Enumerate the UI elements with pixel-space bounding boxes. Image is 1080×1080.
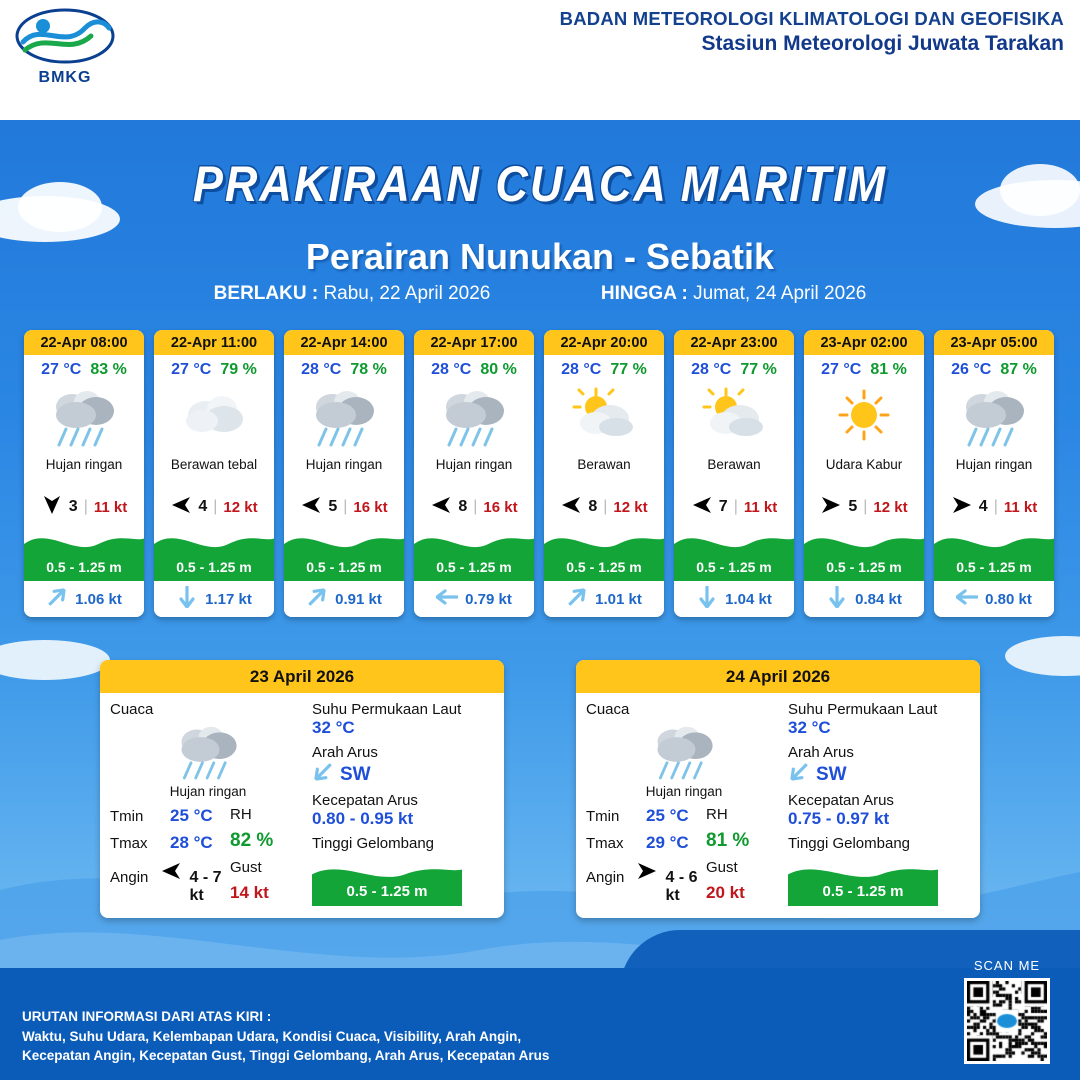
hourly-visibility: 7 — [718, 498, 728, 515]
wind-direction-arrow-icon — [41, 494, 63, 521]
daily-panel — [576, 660, 980, 918]
rain-icon — [24, 381, 144, 455]
current-direction-arrow-icon — [176, 586, 198, 613]
wind-direction-arrow-icon — [691, 494, 713, 521]
hourly-current — [934, 581, 1054, 617]
current-direction-arrow-icon — [312, 761, 334, 788]
hourly-card — [934, 330, 1054, 617]
hourly-card — [544, 330, 664, 617]
hourly-wave — [934, 525, 1054, 581]
hourly-wave — [24, 525, 144, 581]
hourly-visibility: 4 — [978, 498, 988, 515]
cloudy-icon — [154, 381, 274, 455]
daily-forecast-list — [100, 660, 980, 918]
hourly-wind-speed: 11 kt — [743, 498, 778, 516]
hourly-wave-height: 0.5 - 1.25 m — [176, 559, 252, 575]
hourly-card — [24, 330, 144, 617]
header-line-1: BADAN METEOROLOGI KLIMATOLOGI DAN GEOFISIKA — [559, 8, 1064, 29]
daily-tmax: 28 °C — [170, 833, 213, 852]
hourly-humidity: 77 % — [740, 361, 777, 378]
validity-block — [0, 283, 1080, 305]
sun-haze-icon — [804, 381, 924, 455]
hourly-card — [154, 330, 274, 617]
daily-kec-arus-label: Kecepatan Arus — [312, 792, 418, 809]
partly-cloudy-icon — [544, 381, 664, 455]
hourly-wind-speed: 16 kt — [353, 498, 388, 516]
daily-kec-arus-label: Kecepatan Arus — [788, 792, 894, 809]
page-title: PRAKIRAAN CUACA MARITIM — [192, 154, 888, 212]
hourly-current-speed: 0.80 kt — [985, 590, 1032, 608]
validity-to-label: HINGGA : — [600, 283, 688, 304]
legend-block — [22, 1007, 549, 1066]
daily-rh: 82 % — [230, 830, 274, 851]
current-direction-arrow-icon — [436, 586, 458, 613]
hourly-wave-height: 0.5 - 1.25 m — [46, 559, 122, 575]
scan-me-block — [964, 958, 1050, 1064]
validity-to-value: Jumat, 24 April 2026 — [693, 283, 867, 304]
divider: | — [733, 498, 738, 515]
header-wave-divider — [0, 40, 1080, 160]
hourly-wind — [674, 489, 794, 525]
daily-gust-label: Gust — [706, 859, 738, 876]
hourly-wind — [804, 489, 924, 525]
hourly-time: 22-Apr 23:00 — [674, 330, 794, 355]
hourly-wave — [414, 525, 534, 581]
hourly-wind-speed: 12 kt — [223, 498, 258, 516]
divider: | — [863, 498, 868, 515]
hourly-current-speed: 0.79 kt — [465, 590, 512, 608]
hourly-time: 22-Apr 08:00 — [24, 330, 144, 355]
daily-tmin-label: Tmin — [586, 808, 620, 825]
wind-direction-arrow-icon — [160, 860, 182, 887]
hourly-temperature: 28 °C — [691, 361, 732, 378]
daily-rh: 81 % — [706, 830, 750, 851]
daily-tmin-label: Tmin — [110, 808, 144, 825]
hourly-current — [154, 581, 274, 617]
legend-line-2: Waktu, Suhu Udara, Kelembapan Udara, Kondisi Cuaca, Visibility, Arah Angin, — [22, 1028, 522, 1044]
hourly-visibility: 4 — [198, 498, 208, 515]
current-direction-arrow-icon — [826, 586, 848, 613]
daily-tmin: 25 °C — [646, 806, 689, 825]
scan-me-label: SCAN ME — [973, 958, 1041, 973]
daily-tmax-label: Tmax — [110, 835, 148, 852]
partly-cloudy-icon — [674, 381, 794, 455]
daily-rh-label: RH — [230, 806, 252, 823]
daily-angin: 4 - 6 kt — [665, 869, 698, 904]
hourly-wind — [934, 489, 1054, 525]
hourly-wave — [154, 525, 274, 581]
hourly-wind-speed: 12 kt — [613, 498, 648, 516]
hourly-visibility: 5 — [848, 498, 858, 515]
hourly-humidity: 87 % — [1000, 361, 1037, 378]
daily-cuaca-label: Cuaca — [586, 701, 630, 718]
hourly-card — [804, 330, 924, 617]
daily-tmin: 25 °C — [170, 806, 213, 825]
hourly-wind-speed: 11 kt — [93, 498, 128, 516]
hourly-time: 23-Apr 05:00 — [934, 330, 1054, 355]
hourly-current — [24, 581, 144, 617]
daily-angin-label: Angin — [586, 869, 625, 886]
daily-date: 24 April 2026 — [576, 660, 980, 693]
hourly-current — [674, 581, 794, 617]
hourly-card — [414, 330, 534, 617]
divider: | — [993, 498, 998, 515]
hourly-wind-speed: 16 kt — [483, 498, 518, 516]
title-block — [0, 154, 1080, 278]
header-agency — [560, 8, 1064, 56]
hourly-current-speed: 1.17 kt — [205, 590, 252, 608]
hourly-wave — [284, 525, 404, 581]
hourly-condition: Berawan — [707, 457, 761, 472]
hourly-time: 22-Apr 11:00 — [154, 330, 274, 355]
rain-icon — [414, 381, 534, 455]
hourly-current — [284, 581, 404, 617]
hourly-wind — [284, 489, 404, 525]
wind-direction-arrow-icon — [951, 494, 973, 521]
hourly-visibility: 3 — [68, 498, 78, 515]
hourly-wind — [414, 489, 534, 525]
daily-gelombang: 0.5 - 1.25 m — [822, 883, 904, 900]
hourly-time: 23-Apr 02:00 — [804, 330, 924, 355]
hourly-condition: Hujan ringan — [305, 457, 383, 472]
divider: | — [83, 498, 88, 515]
hourly-card — [284, 330, 404, 617]
hourly-current — [804, 581, 924, 617]
daily-kec-arus: 0.80 - 0.95 kt — [312, 809, 414, 828]
wind-direction-arrow-icon — [560, 494, 582, 521]
hourly-wave-height: 0.5 - 1.25 m — [826, 559, 902, 575]
daily-wave — [312, 858, 462, 906]
hourly-temperature: 27 °C — [41, 361, 82, 378]
hourly-wave — [804, 525, 924, 581]
hourly-time: 22-Apr 14:00 — [284, 330, 404, 355]
hourly-humidity: 79 % — [220, 361, 257, 378]
daily-tmax: 29 °C — [646, 833, 689, 852]
hourly-humidity: 81 % — [870, 361, 907, 378]
daily-condition: Hujan ringan — [645, 784, 723, 799]
hourly-wind — [154, 489, 274, 525]
daily-gust: 20 kt — [706, 883, 745, 902]
hourly-current-speed: 0.91 kt — [335, 590, 382, 608]
hourly-current-speed: 0.84 kt — [855, 590, 902, 608]
bmkg-logo-text: BMKG — [38, 69, 92, 86]
daily-gelombang: 0.5 - 1.25 m — [346, 883, 428, 900]
hourly-current-speed: 1.01 kt — [595, 590, 642, 608]
daily-sst-label: Suhu Permukaan Laut — [312, 701, 462, 718]
hourly-temperature: 27 °C — [821, 361, 862, 378]
daily-rh-label: RH — [706, 806, 728, 823]
hourly-current-speed: 1.04 kt — [725, 590, 772, 608]
hourly-wind-speed: 12 kt — [873, 498, 908, 516]
legend-line-3: Kecepatan Angin, Kecepatan Gust, Tinggi Gelombang, Arah Arus, Kecepatan Arus — [22, 1048, 550, 1064]
rain-icon — [284, 381, 404, 455]
divider: | — [213, 498, 218, 515]
hourly-visibility: 8 — [458, 498, 468, 515]
hourly-condition: Hujan ringan — [435, 457, 513, 472]
hourly-wind — [544, 489, 664, 525]
hourly-condition: Udara Kabur — [825, 457, 903, 472]
daily-arah-arus: SW — [340, 763, 371, 785]
hourly-visibility: 5 — [328, 498, 338, 515]
daily-condition: Hujan ringan — [169, 784, 247, 799]
rain-icon — [934, 381, 1054, 455]
daily-angin-label: Angin — [110, 869, 149, 886]
daily-gust-label: Gust — [230, 859, 262, 876]
hourly-wave-height: 0.5 - 1.25 m — [696, 559, 772, 575]
daily-angin: 4 - 7 kt — [189, 869, 222, 904]
daily-gelombang-label: Tinggi Gelombang — [788, 835, 911, 852]
hourly-temperature: 28 °C — [561, 361, 602, 378]
current-direction-arrow-icon — [306, 586, 328, 613]
hourly-wave-height: 0.5 - 1.25 m — [436, 559, 512, 575]
validity-from-value: Rabu, 22 April 2026 — [323, 283, 491, 304]
daily-sst: 32 °C — [788, 718, 831, 737]
current-direction-arrow-icon — [696, 586, 718, 613]
wind-direction-arrow-icon — [300, 494, 322, 521]
legend-title: URUTAN INFORMASI DARI ATAS KIRI : — [22, 1009, 272, 1025]
wind-direction-arrow-icon — [430, 494, 452, 521]
divider: | — [473, 498, 478, 515]
hourly-current — [544, 581, 664, 617]
hourly-condition: Berawan — [577, 457, 631, 472]
daily-gust: 14 kt — [230, 883, 269, 902]
hourly-wave-height: 0.5 - 1.25 m — [306, 559, 382, 575]
daily-arah-arus: SW — [816, 763, 847, 785]
hourly-wave-height: 0.5 - 1.25 m — [956, 559, 1032, 575]
daily-cuaca-label: Cuaca — [110, 701, 154, 718]
current-direction-arrow-icon — [788, 761, 810, 788]
bmkg-logo — [10, 6, 120, 92]
hourly-card — [674, 330, 794, 617]
hourly-time: 22-Apr 17:00 — [414, 330, 534, 355]
daily-arah-arus-label: Arah Arus — [788, 744, 854, 761]
daily-kec-arus: 0.75 - 0.97 kt — [788, 809, 890, 828]
hourly-humidity: 78 % — [350, 361, 387, 378]
validity-from-label: BERLAKU : — [213, 283, 319, 304]
current-direction-arrow-icon — [956, 586, 978, 613]
hourly-condition: Berawan tebal — [170, 457, 258, 472]
daily-wave — [788, 858, 938, 906]
qr-code[interactable] — [964, 978, 1050, 1064]
hourly-wind — [24, 489, 144, 525]
hourly-wave — [674, 525, 794, 581]
hourly-forecast-list — [24, 330, 1056, 617]
hourly-current — [414, 581, 534, 617]
hourly-wind-speed: 11 kt — [1003, 498, 1038, 516]
rain-icon — [110, 720, 306, 784]
hourly-condition: Hujan ringan — [45, 457, 123, 472]
hourly-condition: Hujan ringan — [955, 457, 1033, 472]
header-line-2: Stasiun Meteorologi Juwata Tarakan — [701, 32, 1064, 55]
hourly-humidity: 83 % — [90, 361, 127, 378]
daily-sst: 32 °C — [312, 718, 355, 737]
daily-date: 23 April 2026 — [100, 660, 504, 693]
hourly-temperature: 28 °C — [301, 361, 342, 378]
daily-sst-label: Suhu Permukaan Laut — [788, 701, 938, 718]
daily-panel — [100, 660, 504, 918]
hourly-temperature: 26 °C — [951, 361, 992, 378]
wind-direction-arrow-icon — [820, 494, 842, 521]
hourly-wave — [544, 525, 664, 581]
daily-tmax-label: Tmax — [586, 835, 624, 852]
wind-direction-arrow-icon — [636, 860, 658, 887]
hourly-temperature: 27 °C — [171, 361, 212, 378]
hourly-humidity: 80 % — [480, 361, 517, 378]
current-direction-arrow-icon — [46, 586, 68, 613]
hourly-current-speed: 1.06 kt — [75, 590, 122, 608]
divider: | — [603, 498, 608, 515]
hourly-temperature: 28 °C — [431, 361, 472, 378]
wind-direction-arrow-icon — [170, 494, 192, 521]
current-direction-arrow-icon — [566, 586, 588, 613]
daily-gelombang-label: Tinggi Gelombang — [312, 835, 435, 852]
divider: | — [343, 498, 348, 515]
hourly-humidity: 77 % — [610, 361, 647, 378]
hourly-time: 22-Apr 20:00 — [544, 330, 664, 355]
page-subtitle: Perairan Nunukan - Sebatik — [305, 236, 775, 277]
rain-icon — [586, 720, 782, 784]
hourly-visibility: 8 — [588, 498, 598, 515]
hourly-wave-height: 0.5 - 1.25 m — [566, 559, 642, 575]
daily-arah-arus-label: Arah Arus — [312, 744, 378, 761]
